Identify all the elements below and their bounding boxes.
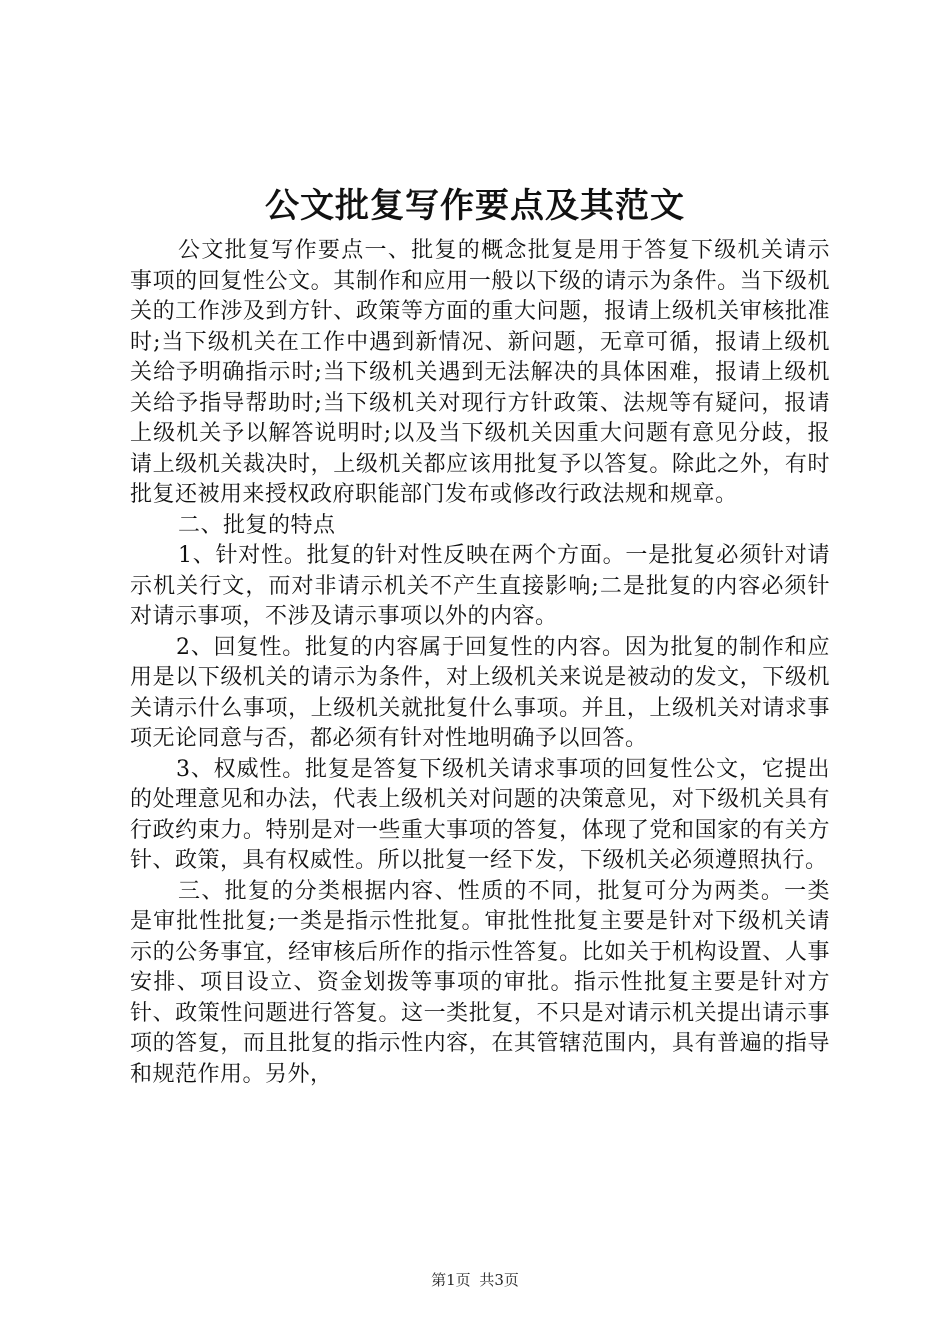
paragraph-heading-features: 二、批复的特点 [178,512,336,538]
paragraph-feature-3: 3、权威性。批复是答复下级机关请求事项的回复性公文，它提出的处理意见和办法，代表上级机关对问题的决策意见，对下级机关具有行政约束力。特别是对一些重大事项的答复，体现了党和国家的有关方针、政策，具有权威性。所以批复一经下发，下级机关必须遵照执行。 [130,756,830,873]
document-body [130,236,830,1090]
page-total: 共3页 [479,1271,519,1289]
paragraph-feature-2: 2、回复性。批复的内容属于回复性的内容。因为批复的制作和应用是以下级机关的请示为条件，对上级机关来说是被动的发文，下级机关请示什么事项，上级机关就批复什么事项。并且，上级机关对请求事项无论同意与否，都必须有针对性地明确予以回答。 [130,634,830,751]
paragraph-classification: 三、批复的分类根据内容、性质的不同，批复可分为两类。一类是审批性批复;一类是指示性批复。审批性批复主要是针对下级机关请示的公务事宜，经审核后所作的指示性答复。比如关于机构设置、人事安排、项目设立、资金划拨等事项的审批。指示性批复主要是针对方针、政策性问题进行答复。这一类批复，不只是对请示机关提出请示事项的答复，而且批复的指示性内容，在其管辖范围内，具有普遍的指导和规范作用。另外， [130,878,830,1087]
paragraph-intro: 公文批复写作要点一、批复的概念批复是用于答复下级机关请示事项的回复性公文。其制作和应用一般以下级的请示为条件。当下级机关的工作涉及到方针、政策等方面的重大问题，报请上级机关审核批准时;当下级机关在工作中遇到新情况、新问题，无章可循，报请上级机关给予明确指示时;当下级机关遇到无法解决的具体困难，报请上级机关给予指导帮助时;当下级机关对现行方针政策、法规等有疑问，报请上级机关予以解答说明时;以及当下级机关因重大问题有意见分歧，报请上级机关裁决时，上级机关都应该用批复予以答复。除此之外，有时批复还被用来授权政府职能部门发布或修改行政法规和规章。 [130,238,830,507]
page-footer [0,1270,950,1290]
page-number: 第1页 [431,1271,471,1289]
paragraph-feature-1: 1、针对性。批复的针对性反映在两个方面。一是批复必须针对请示机关行文，而对非请示机关不产生直接影响;二是批复的内容必须针对请示事项，不涉及请示事项以外的内容。 [130,543,830,629]
document-title: 公文批复写作要点及其范文 [265,186,685,226]
